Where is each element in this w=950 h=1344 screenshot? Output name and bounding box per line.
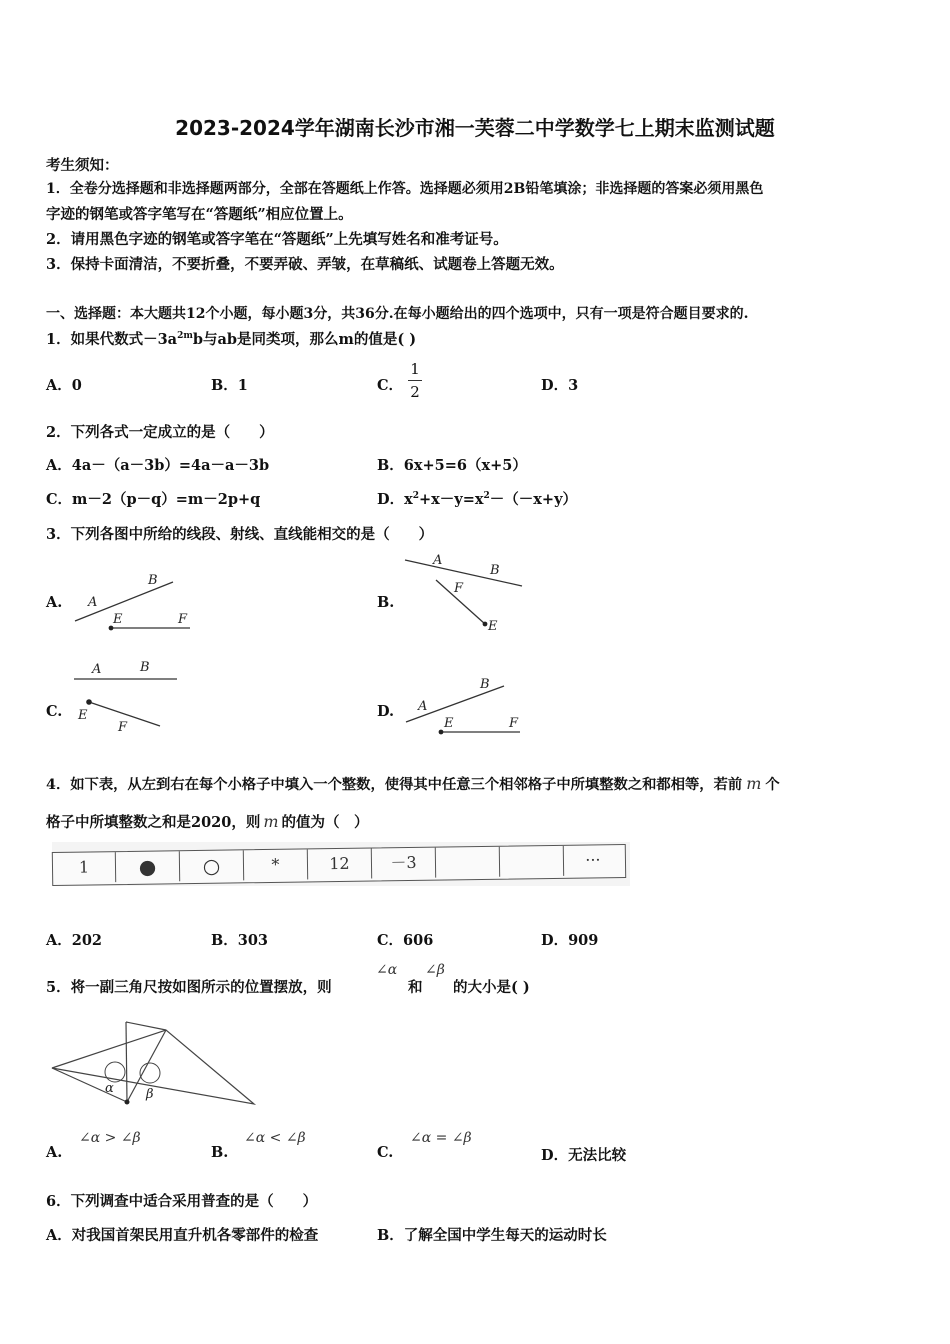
q1-stem: 1．如果代数式$-3a^{2m}b$与ab是同类项，那么m的值是( ) <box>46 331 417 348</box>
q5-stem-and: 和 <box>408 979 423 996</box>
svg-text:B: B <box>480 677 490 692</box>
q6-option-a: A．对我国首架民用直升机各零部件的检查 <box>46 1227 319 1244</box>
q4-cell: * <box>244 849 308 880</box>
q5-stem-b: 的大小是( ) <box>453 979 530 996</box>
q5-angle-alpha: ∠α <box>376 962 398 978</box>
q4-option-a: A．202 <box>46 932 103 949</box>
svg-text:A: A <box>88 595 98 610</box>
svg-text:E: E <box>78 708 88 723</box>
q5-option-a: A. <box>46 1144 63 1161</box>
q4-number-strip <box>52 844 626 886</box>
svg-text:E: E <box>488 619 498 634</box>
svg-text:F: F <box>509 716 519 731</box>
q4-cell: ● <box>116 851 180 882</box>
q3-option-d: D. <box>377 703 395 720</box>
notice-item-1: 1．全卷分选择题和非选择题两部分，全部在答题纸上作答。选择题必须用2B铅笔填涂；非选择题的答案必须用黑色 <box>46 181 764 197</box>
q4-option-b: B．303 <box>211 932 269 949</box>
q1-option-c: C． <box>377 377 404 394</box>
q4-cell: ○ <box>180 850 244 881</box>
q4-option-d: D．909 <box>541 932 599 949</box>
svg-text:B: B <box>490 563 500 578</box>
q6-option-b: B．了解全国中学生每天的运动时长 <box>377 1227 607 1244</box>
q1-option-b: B．1 <box>211 377 248 394</box>
q1-option-a: A．0 <box>46 377 82 394</box>
q6-stem: 6．下列调查中适合采用普查的是（ ） <box>46 1193 318 1210</box>
q5-option-c: C. <box>377 1144 394 1161</box>
notice-item-3: 3．保持卡面清洁，不要折叠，不要弄破、弄皱，在草稿纸、试题卷上答题无效。 <box>46 256 564 273</box>
q5-option-d: D．无法比较 <box>541 1147 627 1164</box>
svg-text:A: A <box>433 553 443 568</box>
notice-item-2: 2．请用黑色字迹的钢笔或答字笔在“答题纸”上先填写姓名和准考证号。 <box>46 231 508 248</box>
q3-figure-a <box>70 566 200 636</box>
q3-stem: 3．下列各图中所给的线段、射线、直线能相交的是（ ） <box>46 526 434 543</box>
q4-cell: 1 <box>53 852 116 883</box>
q3-figure-c <box>70 656 190 736</box>
q5-triangle-figure <box>48 1018 263 1113</box>
q2-option-a: A．4a－（a－3b）=4a－a－3b <box>46 457 270 474</box>
q2-option-b: B．6x+5=6（x+5） <box>377 457 527 474</box>
q5-stem-a: 5．将一副三角尺按如图所示的位置摆放，则 <box>46 979 332 996</box>
notice-item-1-cont: 字迹的钢笔或答字笔写在“答题纸”相应位置上。 <box>46 206 353 223</box>
q2-option-d: D．$x^2+x-y=x^2-(-x+y)$ <box>377 491 578 508</box>
q4-cell: －3 <box>372 848 436 879</box>
page-title: 2023-2024学年湖南长沙市湘一芙蓉二中学数学七上期末监测试题 <box>175 116 775 140</box>
q1-option-c-fraction: 1 2 <box>408 360 422 401</box>
svg-text:A: A <box>418 699 428 714</box>
svg-text:F: F <box>454 581 464 596</box>
q2-stem: 2．下列各式一定成立的是（ ） <box>46 424 274 441</box>
svg-text:F: F <box>178 612 188 627</box>
svg-text:E: E <box>444 716 454 731</box>
q4-cell: ··· <box>585 850 601 870</box>
q4-stem-line2: 格子中所填整数之和是2020，则 m 的值为（ ） <box>46 812 369 831</box>
q3-figure-b <box>400 548 530 638</box>
svg-text:F: F <box>118 720 128 735</box>
q3-option-a: A. <box>46 594 63 611</box>
svg-text:α: α <box>105 1081 114 1096</box>
q3-figure-d <box>400 672 530 742</box>
q4-cell: 12 <box>308 849 372 880</box>
svg-text:A: A <box>92 662 102 677</box>
q1-option-d: D．3 <box>541 377 579 394</box>
q4-cell <box>500 846 564 877</box>
section-heading: 一、选择题：本大题共12个小题，每小题3分，共36分.在每小题给出的四个选项中，只有一项是符合题目要求的. <box>46 306 749 322</box>
svg-text:β: β <box>146 1087 154 1102</box>
svg-text:B: B <box>148 573 158 588</box>
q5-option-b-expr: ∠α < ∠β <box>244 1130 306 1146</box>
q4-cell <box>436 847 500 878</box>
svg-text:E: E <box>113 612 123 627</box>
q5-option-c-expr: ∠α = ∠β <box>410 1130 472 1146</box>
q4-option-c: C．606 <box>377 932 434 949</box>
q3-option-c: C. <box>46 703 63 720</box>
q2-option-c: C．m－2（p－q）=m－2p+q <box>46 491 261 508</box>
q3-option-b: B. <box>377 594 395 611</box>
svg-text:B: B <box>140 660 150 675</box>
q5-option-b: B. <box>211 1144 229 1161</box>
q5-option-a-expr: ∠α > ∠β <box>79 1130 141 1146</box>
notice-heading: 考生须知： <box>46 157 119 174</box>
q5-angle-beta: ∠β <box>425 962 445 978</box>
q4-stem-line1: 4．如下表，从左到右在每个小格子中填入一个整数，使得其中任意三个相邻格子中所填整数之和都相等，若前 m 个 <box>46 774 780 793</box>
q4-number-strip-image <box>52 842 630 886</box>
